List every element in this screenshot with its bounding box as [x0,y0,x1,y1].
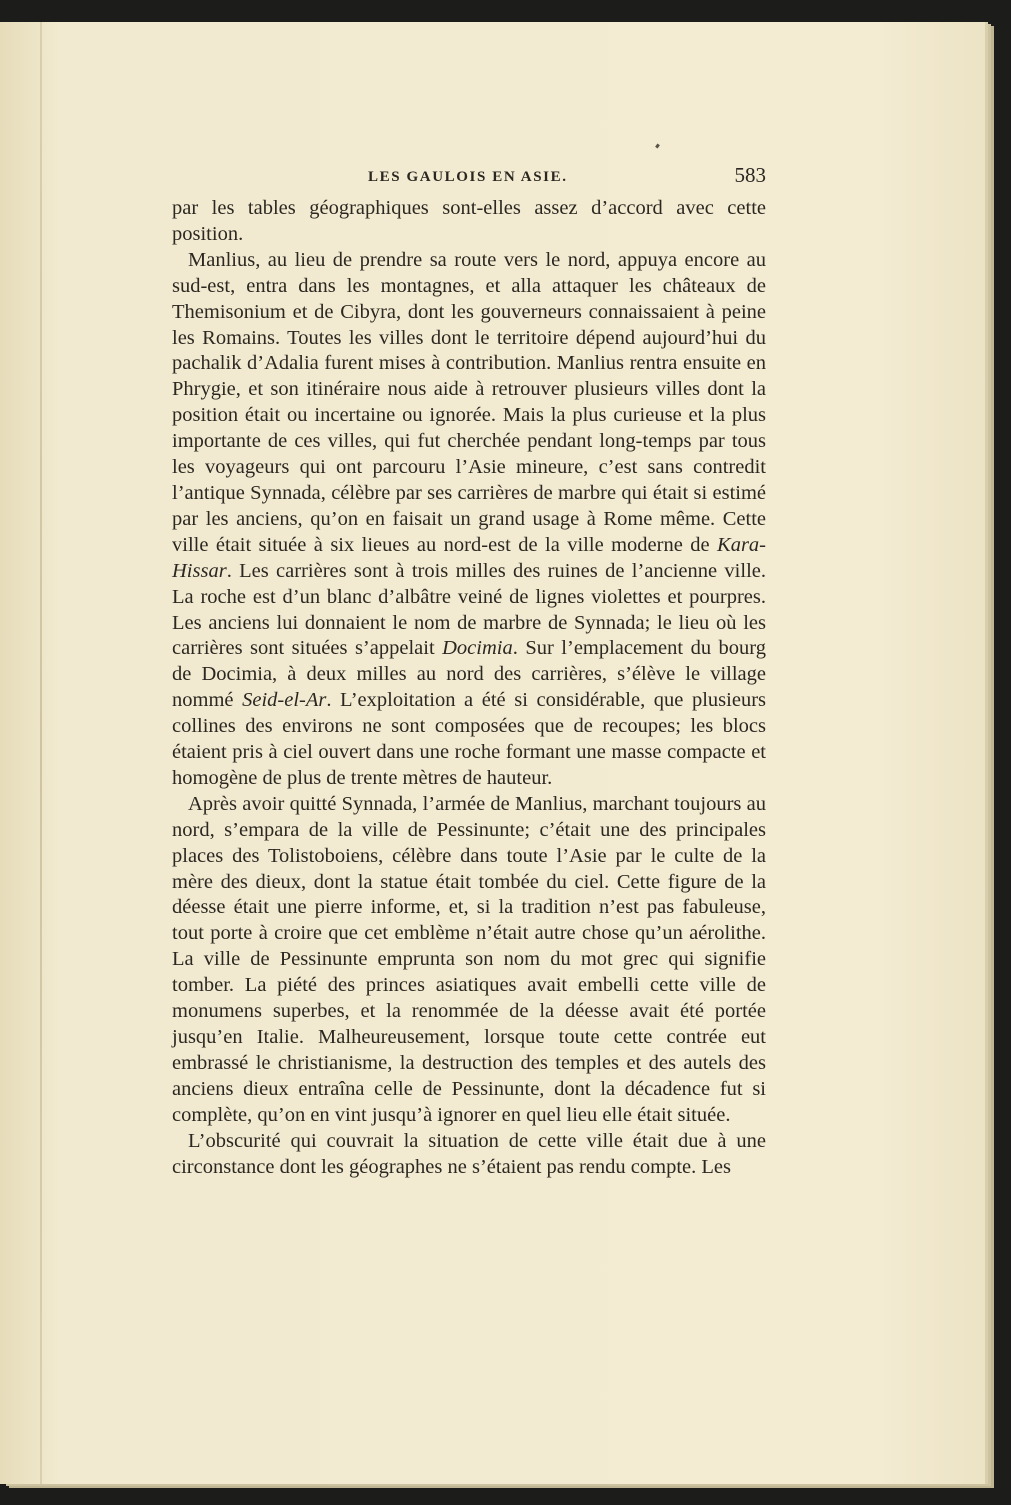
text-run: . Les carrières sont à trois milles des ruines de l’ancienne ville. La roche est d’un blanc d’albâtre veiné de lignes violettes et pourpres. Les anciens lui donnaient le nom de marbre de Synnada; le lieu où les carrières sont situées s’appelait [172,559,766,660]
italic-term: Docimia [442,637,513,660]
text-run: . Sur l’emplacement du bourg de Docimia, à deux milles au nord des carrières, s’élève le village nommé [172,637,766,712]
text-run: . L’exploitation a été si considérable, que plusieurs collines des environs ne sont composées que de recoupes; les blocs étaient pris à ciel ouvert dans une roche formant une masse compacte et homogène de plus de trente mètres de hauteur. [172,689,766,789]
text-run: Après avoir quitté Synnada, l’armée de Manlius, marchant toujours au nord, s’empara de la ville de Pessinunte; c’était une des principales places des Tolistoboiens, célèbre dans toute l’Asie par le culte de la mère des dieux, dont la statue était tombée du ciel. Cette figure de la déesse était une pierre informe, et, si la tradition n’est pas fabuleuse, tout porte à croire que cet emblème n’était autre chose qu’un aérolithe. La ville de Pessinunte emprunta son nom du mot grec qui signifie tomber. La piété des princes asiatiques avait embelli cette ville de monumens superbes, et la renommée de la déesse avait été portée jusqu’en Italie. Malheureusement, lorsque toute cette contrée eut embrassé le christianisme, la destruction des temples et des autels des anciens dieux entraîna celle de Pessinunte, dont la décadence fut si complète, qu’on en vint jusqu’à ignorer en quel lieu elle était située. [172,792,766,1126]
paragraph [172,196,766,248]
text-run: L’obscurité qui couvrait la situation de cette ville était due à une circonstance dont les géographes ne s’étaient pas rendu compte. Les [172,1129,766,1178]
gutter-fold [40,22,42,1484]
page-number: 583 [734,163,766,187]
paragraph [172,1129,766,1181]
page-header [172,163,766,191]
italic-term: Kara-Hissar [172,533,766,582]
text-run: Manlius, au lieu de prendre sa route vers le nord, appuya encore au sud-est, entra dans les montagnes, et alla attaquer les châteaux de Themisonium et de Cibyra, dont les gouverneurs connaissaient à peine les Romains. Toutes les villes dont le territoire dépend aujourd’hui du pachalik d’Adalia furent mises à contribution. Manlius rentra ensuite en Phrygie, et son itinéraire nous aide à retrouver plusieurs villes dont la position était ou incertaine ou ignorée. Mais la plus curieuse et la plus importante de ces villes, qui fut cherchée pendant long-temps par tous les voyageurs qui ont parcouru l’Asie mineure, c’est sans contredit l’antique Synnada, célèbre par ses carrières de marbre qui était si estimé par les anciens, qu’on en faisait un grand usage à Rome même. Cette ville était située à six lieues au nord-est de la ville moderne de [172,248,766,556]
italic-term: Seid-el-Ar [242,689,327,712]
running-head: LES GAULOIS EN ASIE. [368,169,568,185]
body-text [172,196,766,1180]
text-run: par les tables géographiques sont-elles assez d’accord avec cette position. [172,197,766,245]
paragraph [172,248,766,792]
paragraph [172,792,766,1129]
